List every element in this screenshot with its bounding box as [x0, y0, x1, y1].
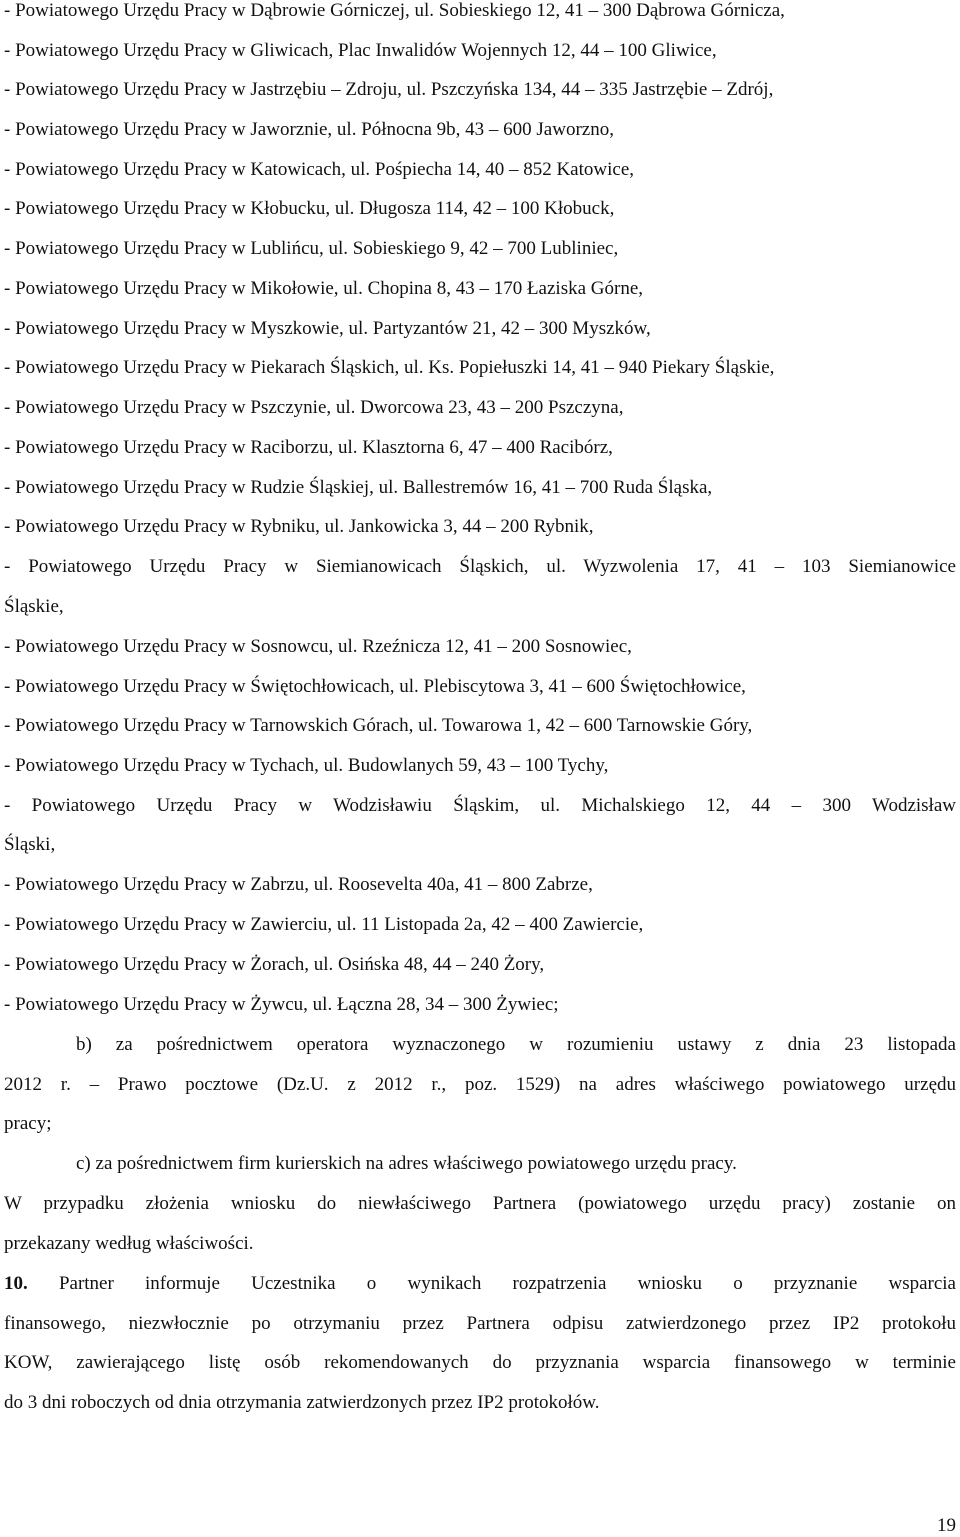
- point-b-line: 2012 r. – Prawo pocztowe (Dz.U. z 2012 r., poz. 1529) na adres właściwego powiatowego urzędu: [4, 1074, 956, 1095]
- document-page: [4, 0, 956, 1537]
- point-c-line: c) za pośrednictwem firm kurierskich na adres właściwego powiatowego urzędu pracy.: [76, 1153, 737, 1174]
- section-10-line: do 3 dni roboczych od dnia otrzymania zatwierdzonych przez IP2 protokołów.: [4, 1392, 600, 1413]
- office-list-item: - Powiatowego Urzędu Pracy w Wodzisławiu Śląskim, ul. Michalskiego 12, 44 – 300 Wodzisław: [4, 795, 956, 816]
- office-list-item: - Powiatowego Urzędu Pracy w Sosnowcu, ul. Rzeźnicza 12, 41 – 200 Sosnowiec,: [4, 636, 632, 657]
- section-10-line: finansowego, niezwłocznie po otrzymaniu przez Partnera odpisu zatwierdzonego przez IP2 protokołu: [4, 1313, 956, 1334]
- wrong-partner-paragraph-line: przekazany według właściwości.: [4, 1233, 254, 1254]
- page-number: 19: [937, 1515, 956, 1536]
- wrong-partner-paragraph-line: W przypadku złożenia wniosku do niewłaściwego Partnera (powiatowego urzędu pracy) zostanie on: [4, 1193, 956, 1214]
- office-list-item-continuation: Śląski,: [4, 834, 56, 855]
- office-list-item: - Powiatowego Urzędu Pracy w Zabrzu, ul. Roosevelta 40a, 41 – 800 Zabrze,: [4, 874, 593, 895]
- office-list-item: - Powiatowego Urzędu Pracy w Rudzie Śląskiej, ul. Ballestremów 16, 41 – 700 Ruda Śląska,: [4, 477, 713, 498]
- section-10-line: [4, 1273, 956, 1295]
- office-list-item: - Powiatowego Urzędu Pracy w Raciborzu, ul. Klasztorna 6, 47 – 400 Racibórz,: [4, 437, 613, 458]
- office-list-item: - Powiatowego Urzędu Pracy w Dąbrowie Górniczej, ul. Sobieskiego 12, 41 – 300 Dąbrowa Górnicza,: [4, 0, 785, 21]
- office-list-item: - Powiatowego Urzędu Pracy w Żorach, ul. Osińska 48, 44 – 240 Żory,: [4, 954, 545, 975]
- office-list-item: - Powiatowego Urzędu Pracy w Katowicach, ul. Pośpiecha 14, 40 – 852 Katowice,: [4, 159, 635, 180]
- office-list-item: - Powiatowego Urzędu Pracy w Tarnowskich Górach, ul. Towarowa 1, 42 – 600 Tarnowskie Góry,: [4, 715, 753, 736]
- office-list-item: - Powiatowego Urzędu Pracy w Myszkowie, ul. Partyzantów 21, 42 – 300 Myszków,: [4, 318, 651, 339]
- point-b-line: pracy;: [4, 1113, 52, 1134]
- office-list-item: - Powiatowego Urzędu Pracy w Gliwicach, Plac Inwalidów Wojennych 12, 44 – 100 Gliwice,: [4, 40, 717, 61]
- office-list-item: - Powiatowego Urzędu Pracy w Jastrzębiu – Zdroju, ul. Pszczyńska 134, 44 – 335 Jastrzębie – Zdrój,: [4, 79, 774, 100]
- office-list-item: - Powiatowego Urzędu Pracy w Żywcu, ul. Łączna 28, 34 – 300 Żywiec;: [4, 994, 559, 1015]
- section-10-text: Partner informuje Uczestnika o wynikach rozpatrzenia wniosku o przyznanie wsparcia: [27, 1273, 956, 1294]
- office-list-item-continuation: Śląskie,: [4, 596, 64, 617]
- office-list-item: - Powiatowego Urzędu Pracy w Rybniku, ul. Jankowicka 3, 44 – 200 Rybnik,: [4, 516, 594, 537]
- office-list-item: - Powiatowego Urzędu Pracy w Kłobucku, ul. Długosza 114, 42 – 100 Kłobuck,: [4, 198, 615, 219]
- office-list-item: - Powiatowego Urzędu Pracy w Siemianowicach Śląskich, ul. Wyzwolenia 17, 41 – 103 Siemianowice: [4, 556, 956, 577]
- office-list-item: - Powiatowego Urzędu Pracy w Jaworznie, ul. Północna 9b, 43 – 600 Jaworzno,: [4, 119, 614, 140]
- office-list-item: - Powiatowego Urzędu Pracy w Zawierciu, ul. 11 Listopada 2a, 42 – 400 Zawiercie,: [4, 914, 644, 935]
- office-list-item: - Powiatowego Urzędu Pracy w Lublińcu, ul. Sobieskiego 9, 42 – 700 Lubliniec,: [4, 238, 619, 259]
- office-list-item: - Powiatowego Urzędu Pracy w Świętochłowicach, ul. Plebiscytowa 3, 41 – 600 Świętochłowice,: [4, 676, 746, 697]
- office-list-item: - Powiatowego Urzędu Pracy w Pszczynie, ul. Dworcowa 23, 43 – 200 Pszczyna,: [4, 397, 624, 418]
- section-10-number: 10.: [4, 1273, 28, 1294]
- office-list-item: - Powiatowego Urzędu Pracy w Piekarach Śląskich, ul. Ks. Popiełuszki 14, 41 – 940 Piekary Śląskie,: [4, 357, 775, 378]
- section-10-line: KOW, zawierającego listę osób rekomendowanych do przyznania wsparcia finansowego w terminie: [4, 1352, 956, 1373]
- office-list-item: - Powiatowego Urzędu Pracy w Mikołowie, ul. Chopina 8, 43 – 170 Łaziska Górne,: [4, 278, 644, 299]
- point-b-line: b) za pośrednictwem operatora wyznaczonego w rozumieniu ustawy z dnia 23 listopada: [76, 1034, 956, 1055]
- office-list-item: - Powiatowego Urzędu Pracy w Tychach, ul. Budowlanych 59, 43 – 100 Tychy,: [4, 755, 609, 776]
